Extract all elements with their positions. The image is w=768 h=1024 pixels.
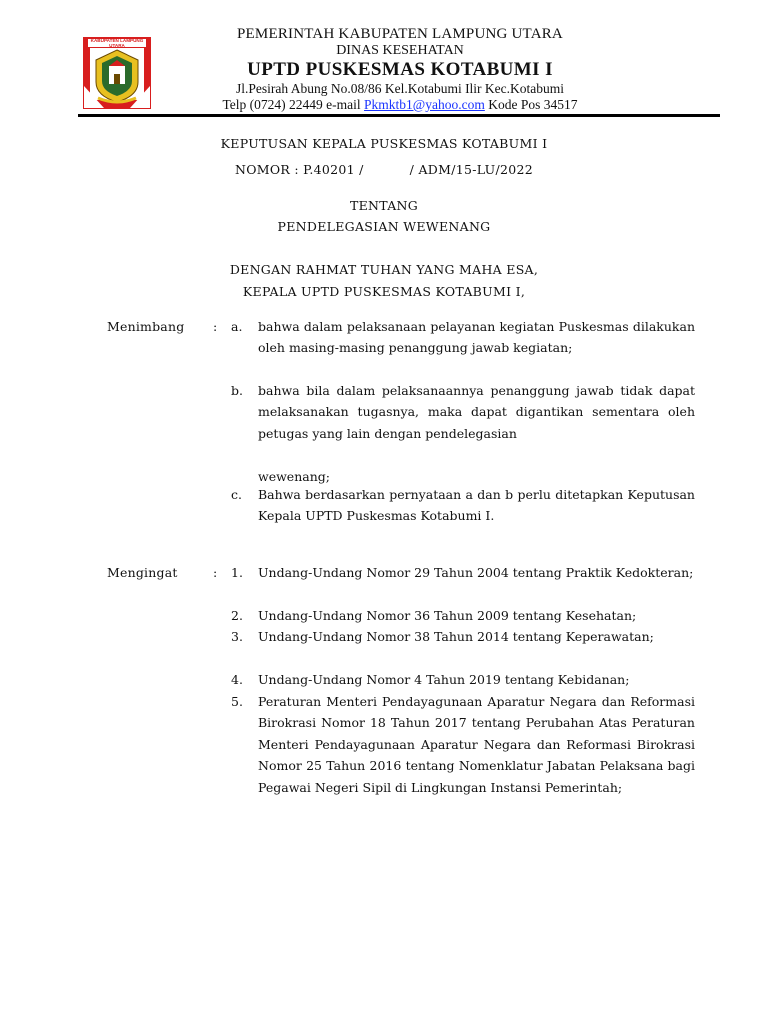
- decree-number-suffix: / ADM/15-LU/2022: [409, 162, 534, 177]
- decree-number-prefix: NOMOR : P.40201 /: [234, 162, 364, 177]
- menimbang-marker-c: c.: [231, 487, 242, 502]
- mengingat-item-4: Undang-Undang Nomor 4 Tahun 2019 tentang Kebidanan;: [258, 672, 630, 687]
- letterhead: [0, 0, 768, 118]
- contact-line: [150, 97, 650, 113]
- mengingat-colon: :: [213, 565, 218, 580]
- menimbang-marker-a: a.: [231, 319, 243, 334]
- mengingat-label: Mengingat: [107, 565, 178, 580]
- letterhead-text: [150, 26, 650, 112]
- menimbang-item-a: bahwa dalam pelaksanaan pelayanan kegiatan Puskesmas dilakukan oleh masing-masing penanggung jawab kegiatan;: [258, 319, 695, 356]
- menimbang-marker-b: b.: [231, 383, 243, 398]
- agency-name: DINAS KESEHATAN: [336, 43, 464, 59]
- decree-title: KEPUTUSAN KEPALA PUSKESMAS KOTABUMI I: [220, 136, 548, 151]
- phone-text: Telp (0724) 22449 e-mail: [222, 96, 365, 112]
- opening-line-1: DENGAN RAHMAT TUHAN YANG MAHA ESA,: [229, 262, 539, 277]
- mengingat-marker-1: 1.: [231, 565, 243, 580]
- email-link[interactable]: Pkmktb1@yahoo.com: [364, 96, 485, 112]
- address: Jl.Pesirah Abung No.08/86 Kel.Kotabumi Ilir Kec.Kotabumi: [235, 81, 565, 97]
- mengingat-item-3: Undang-Undang Nomor 38 Tahun 2014 tentang Keperawatan;: [258, 629, 654, 644]
- government-name: PEMERINTAH KABUPATEN LAMPUNG UTARA: [237, 26, 563, 42]
- menimbang-item-b: bahwa bila dalam pelaksanaannya penanggung jawab tidak dapat melaksanakan tugasnya, maka dapat digantikan sementara oleh petugas yang lain dengan pendelegasian: [258, 383, 695, 441]
- mengingat-marker-5: 5.: [231, 694, 243, 709]
- menimbang-label: Menimbang: [107, 319, 185, 334]
- tentang-label: TENTANG: [349, 198, 419, 213]
- logo-caption: KABUPATEN LAMPUNG UTARA: [90, 38, 144, 48]
- opening-line-2: KEPALA UPTD PUSKESMAS KOTABUMI I,: [242, 284, 526, 299]
- menimbang-colon: :: [213, 319, 218, 334]
- mengingat-item-1: Undang-Undang Nomor 29 Tahun 2004 tentang Praktik Kedokteran;: [258, 565, 694, 580]
- decree-subject: PENDELEGASIAN WEWENANG: [277, 219, 491, 234]
- mengingat-item-2: Undang-Undang Nomor 36 Tahun 2009 tentang Kesehatan;: [258, 608, 637, 623]
- unit-name: UPTD PUSKESMAS KOTABUMI I: [247, 59, 553, 81]
- mengingat-marker-4: 4.: [231, 672, 243, 687]
- mengingat-marker-2: 2.: [231, 608, 243, 623]
- mengingat-marker-3: 3.: [231, 629, 243, 644]
- postal-code-text: Kode Pos 34517: [484, 96, 578, 112]
- menimbang-item-b-continued: wewenang;: [258, 469, 330, 484]
- decree-number: [0, 162, 768, 177]
- menimbang-item-c: Bahwa berdasarkan pernyataan a dan b perlu ditetapkan Keputusan Kepala UPTD Puskesmas Kotabumi I.: [258, 487, 695, 524]
- mengingat-item-5: Peraturan Menteri Pendayagunaan Aparatur Negara dan Reformasi Birokrasi Nomor 18 Tahun 2017 tentang Perubahan Atas Peraturan Menteri Pendayagunaan Aparatur Negara dan Reformasi Birokrasi Nomor 25 Tahun 2016 tentang Nomenklatur Jabatan Pelaksana bagi Pegawai Negeri Sipil di Lingkungan Instansi Pemerintah;: [258, 694, 695, 795]
- letterhead-divider: [78, 114, 720, 117]
